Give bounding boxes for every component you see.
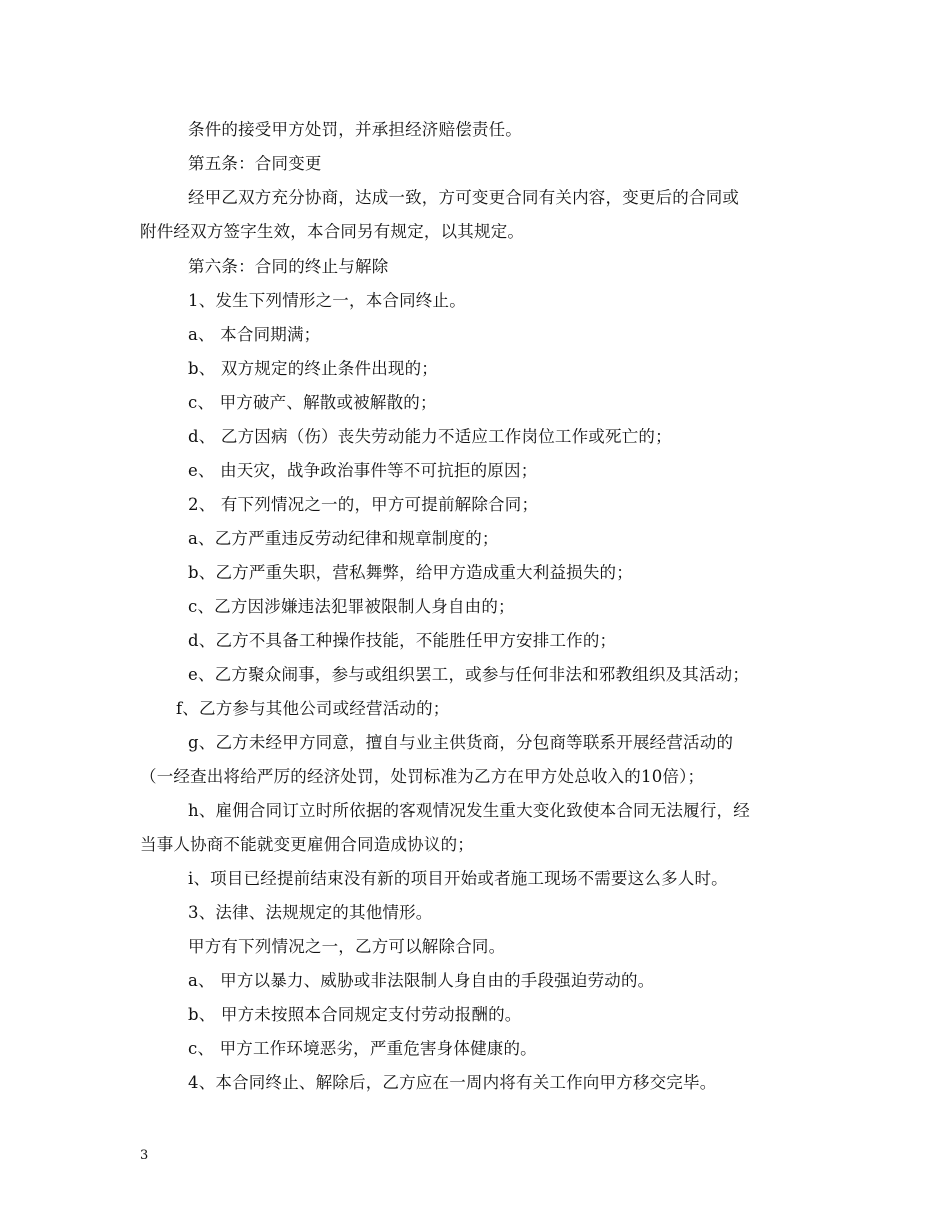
list-item: c、乙方因涉嫌违法犯罪被限制人身自由的； — [188, 597, 515, 616]
list-item: c、 甲方破产、解散或被解散的； — [188, 393, 437, 412]
list-item: b、乙方严重失职，营私舞弊，给甲方造成重大利益损失的； — [188, 563, 633, 582]
section-heading: 第六条：合同的终止与解除 — [188, 257, 389, 276]
text-line: （一经查出将给严厉的经济处罚，处罚标准为乙方在甲方处总收入的10倍）； — [140, 767, 705, 786]
text-line: 经甲乙双方充分协商，达成一致，方可变更合同有关内容，变更后的合同或 — [188, 188, 740, 207]
list-item: e、乙方聚众闹事，参与或组织罢工，或参与任何非法和邪教组织及其活动； — [188, 665, 750, 684]
list-item: d、乙方不具备工种操作技能，不能胜任甲方安排工作的； — [188, 631, 617, 650]
list-item: b、 甲方未按照本合同规定支付劳动报酬的。 — [188, 1005, 522, 1024]
list-item: 3、法律、法规规定的其他情形。 — [188, 903, 433, 922]
text-line: 条件的接受甲方处罚，并承担经济赔偿责任。 — [188, 120, 522, 139]
list-item: 2、 有下列情况之一的，甲方可提前解除合同； — [188, 495, 539, 514]
list-item: i、项目已经提前结束没有新的项目开始或者施工现场不需要这么多人时。 — [188, 869, 728, 888]
list-item: f、乙方参与其他公司或经营活动的； — [176, 699, 450, 718]
page-number: 3 — [140, 1148, 149, 1163]
text-line: 当事人协商不能就变更雇佣合同造成协议的； — [140, 835, 474, 854]
list-item: a、 本合同期满； — [188, 325, 321, 344]
list-item: a、乙方严重违反劳动纪律和规章制度的； — [188, 529, 499, 548]
list-item: e、 由天灾，战争政治事件等不可抗拒的原因； — [188, 461, 538, 480]
list-item: 1、发生下列情形之一，本合同终止。 — [188, 291, 466, 310]
list-item: h、雇佣合同订立时所依据的客观情况发生重大变化致使本合同无法履行，经 — [188, 801, 750, 820]
section-heading: 第五条：合同变更 — [188, 154, 322, 173]
list-item: d、 乙方因病（伤）丧失劳动能力不适应工作岗位工作或死亡的； — [188, 427, 672, 446]
text-line: 甲方有下列情况之一，乙方可以解除合同。 — [188, 937, 506, 956]
list-item: b、 双方规定的终止条件出现的； — [188, 359, 439, 378]
list-item: g、乙方未经甲方同意，擅自与业主供货商，分包商等联系开展经营活动的 — [188, 733, 734, 752]
text-line: 附件经双方签字生效，本合同另有规定，以其规定。 — [140, 222, 525, 241]
list-item: a、 甲方以暴力、威胁或非法限制人身自由的手段强迫劳动的。 — [188, 971, 655, 990]
list-item: 4、本合同终止、解除后，乙方应在一周内将有关工作向甲方移交完毕。 — [188, 1073, 717, 1092]
list-item: c、 甲方工作环境恶劣，严重危害身体健康的。 — [188, 1039, 537, 1058]
